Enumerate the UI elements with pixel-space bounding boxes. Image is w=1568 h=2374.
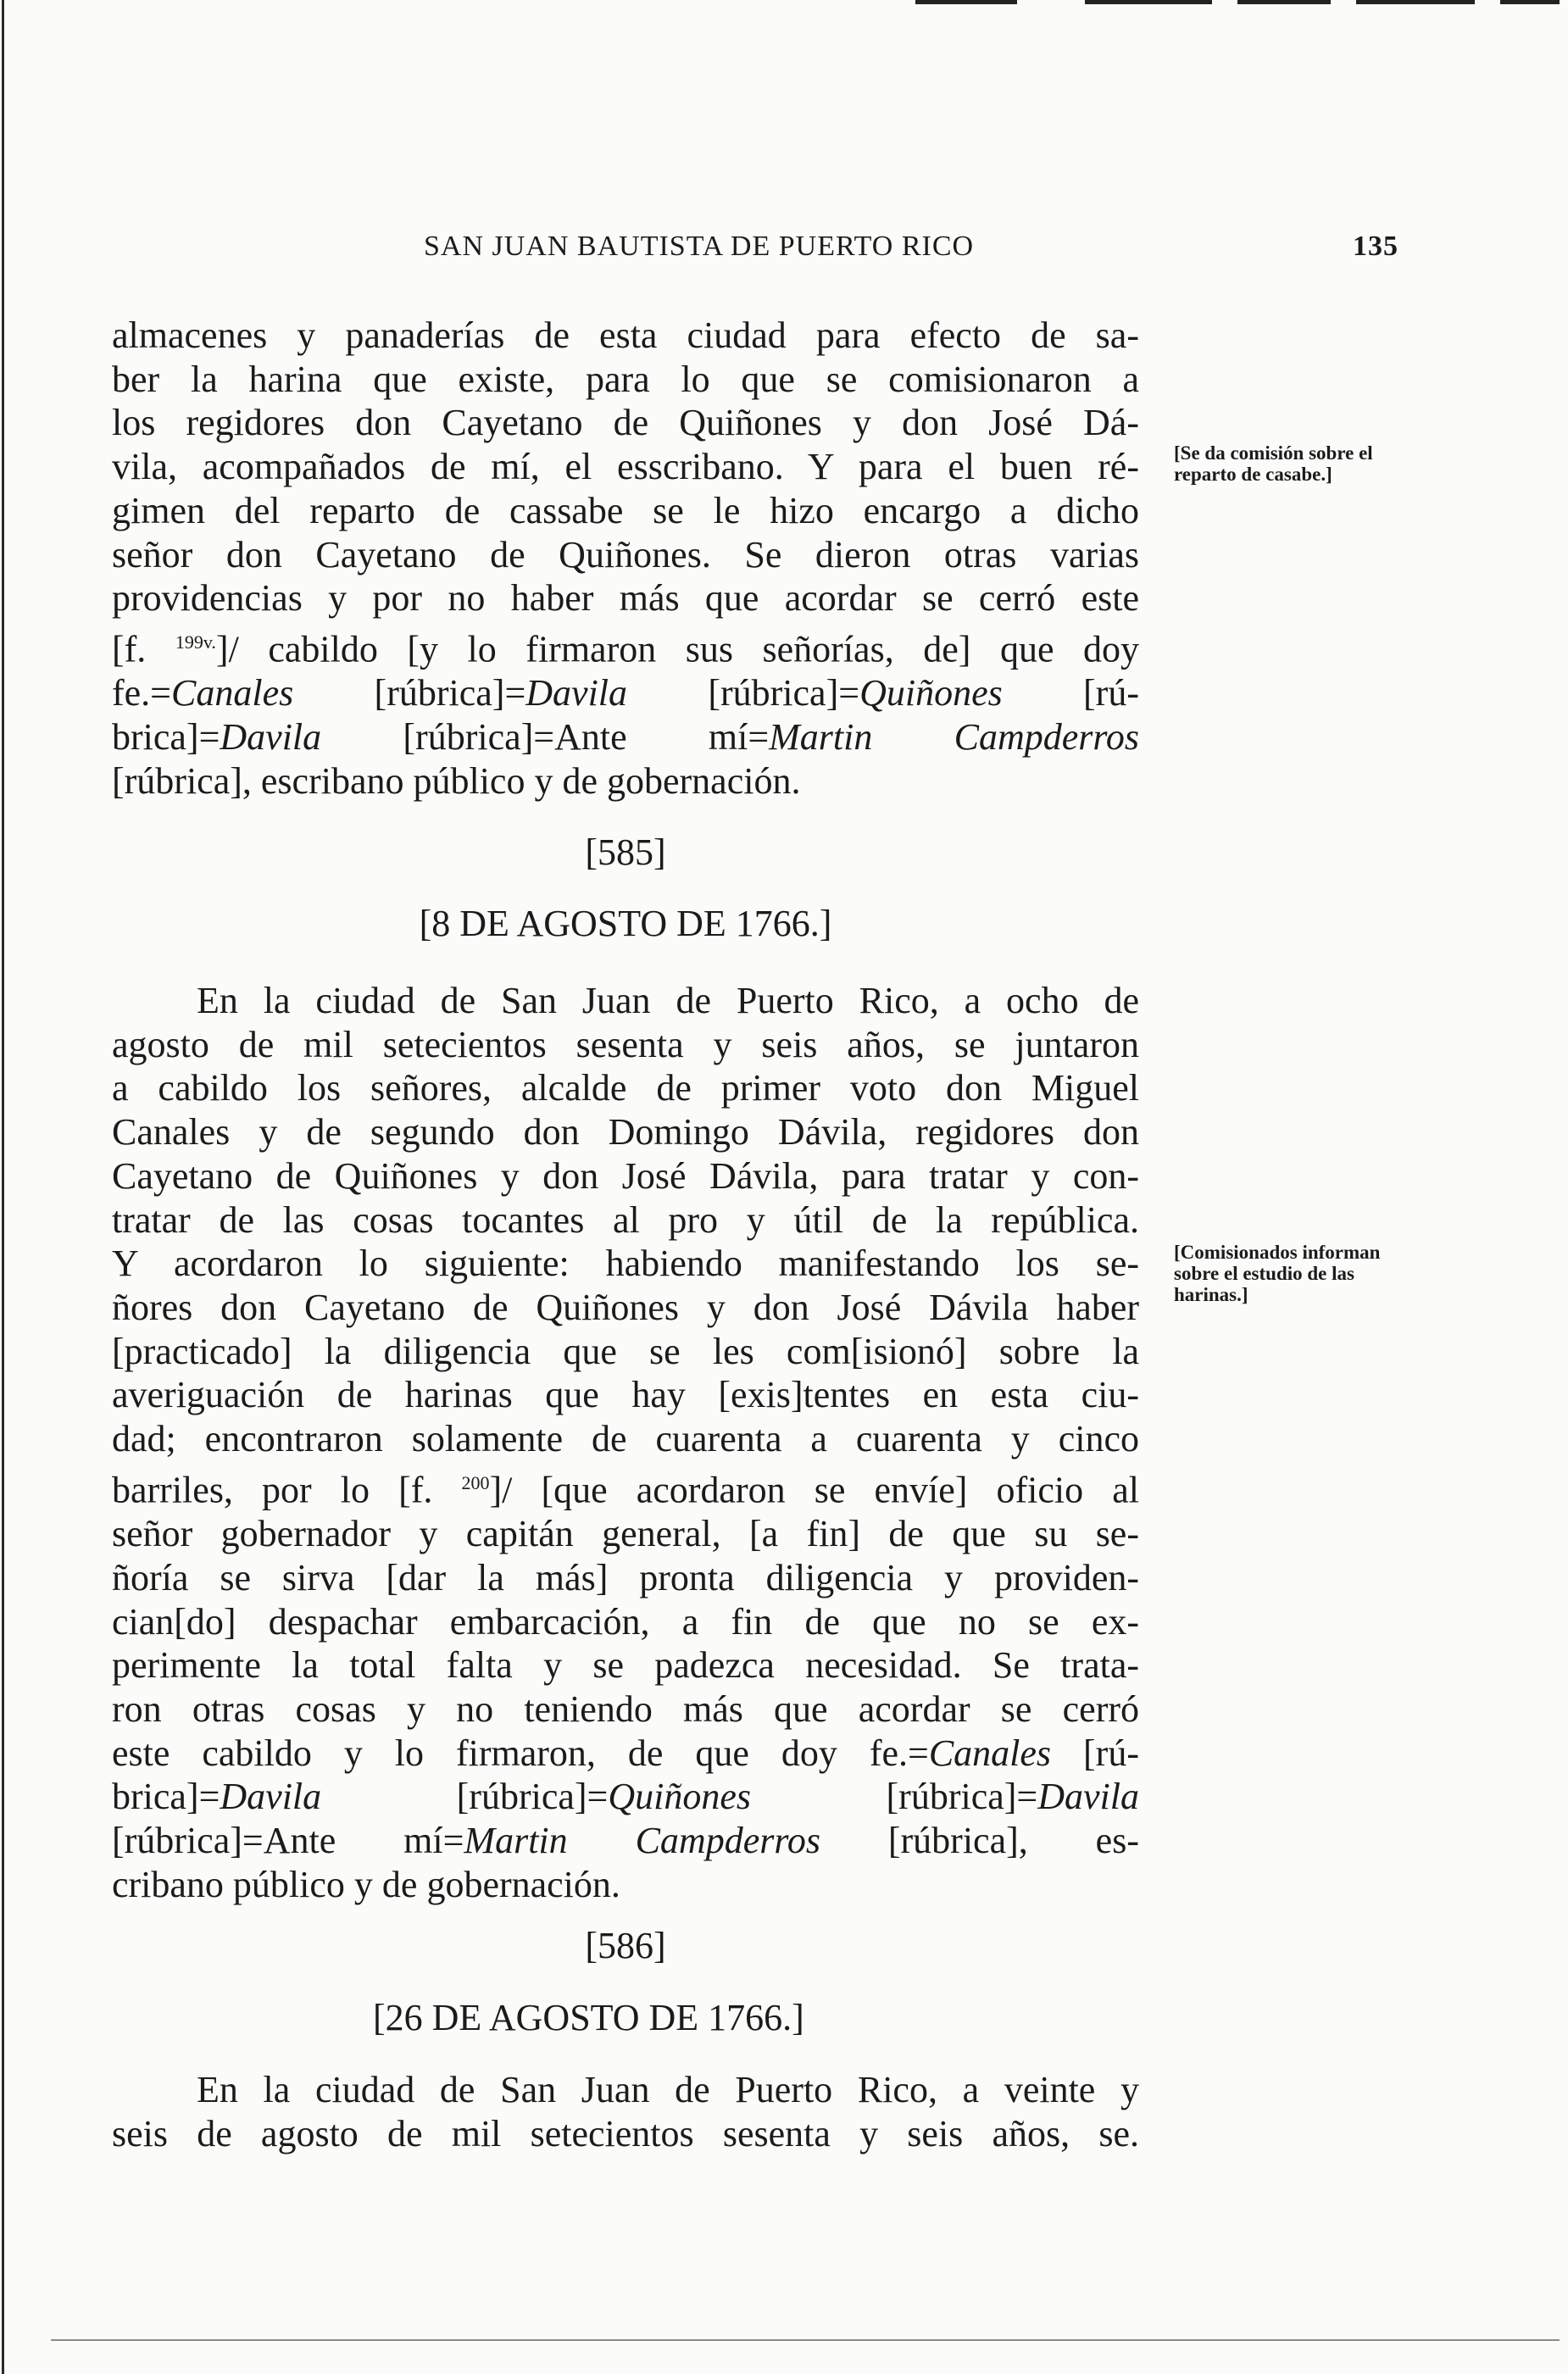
text-line: a cabildo los señores, alcalde de primer voto don Miguel: [112, 1067, 1139, 1109]
folio-ref: 200: [461, 1471, 490, 1493]
running-title: SAN JUAN BAUTISTA DE PUERTO RICO: [424, 231, 975, 262]
text-line: En la ciudad de San Juan de Puerto Rico, a veinte y: [197, 2069, 1139, 2110]
text-line: brica]=Davila [rúbrica]=Ante mí=Martin Campderros: [112, 715, 1139, 758]
text-line: vila, acompañados de mí, el esscribano. Y para el buen ré-: [112, 446, 1139, 488]
folio-ref: 199v.: [175, 631, 216, 653]
page-edge-left: [2, 0, 4, 2374]
text-line: [rúbrica], escribano público y de gobernación.: [112, 759, 801, 802]
document-date: [8 DE AGOSTO DE 1766.]: [419, 903, 832, 944]
text-line: cribano público y de gobernación.: [112, 1863, 620, 1905]
text-line: señor don Cayetano de Quiñones. Se dieron otras varias: [112, 533, 1139, 575]
text-line: barriles, por lo [f. $^{200}$]/ [que acordaron se envíe] oficio al: [112, 1469, 1139, 1511]
text-line: este cabildo y lo firmaron, de que doy fe.=Canales [rú-: [112, 1732, 1139, 1774]
text-line: los regidores don Cayetano de Quiñones y don José Dá-: [112, 402, 1139, 444]
paragraph-continuation: [112, 314, 1139, 803]
signature-name: Canales: [928, 1732, 1052, 1774]
text-line: ron otras cosas y no teniendo más que acordar se cerró: [112, 1687, 1139, 1730]
text-line: Cayetano de Quiñones y don José Dávila, para tratar y con-: [112, 1154, 1139, 1197]
signature-name: Martin Campderros: [464, 1820, 820, 1862]
text-line: brica]=Davila [rúbrica]=Quiñones [rúbrica]=Davila: [112, 1776, 1139, 1818]
text-line: dad; encontraron solamente de cuarenta a cuarenta y cinco: [112, 1418, 1139, 1460]
signature-name: Davila: [525, 672, 628, 714]
margin-note: [Se da comisión sobre el reparto de casabe.]: [1174, 442, 1373, 485]
text-line: En la ciudad de San Juan de Puerto Rico, a ocho de: [197, 980, 1139, 1021]
text-line: averiguación de harinas que hay [exis]tentes en esta ciu-: [112, 1374, 1139, 1416]
document-number: [585]: [585, 831, 666, 873]
text-line: agosto de mil setecientos sesenta y seis años, se juntaron: [112, 1023, 1139, 1065]
text-line: cian[do] despachar embarcación, a fin de que no se ex-: [112, 1600, 1139, 1643]
text-line: Canales y de segundo don Domingo Dávila, regidores don: [112, 1111, 1139, 1154]
text-line: [f. $^{199v.}$]/ cabildo [y lo firmaron sus señorías, de] que doy: [112, 628, 1139, 670]
text-line: seis de agosto de mil setecientos sesenta y seis años, se.: [112, 2112, 1139, 2154]
signature-name: Martin Campderros: [769, 715, 1139, 758]
signature-name: Davila: [220, 1776, 322, 1818]
signature-name: Quiñones: [859, 672, 1003, 714]
text-line: tratar de las cosas tocantes al pro y útil de la república.: [112, 1198, 1139, 1241]
signature-name: Davila: [1037, 1776, 1139, 1818]
document-date: [26 DE AGOSTO DE 1766.]: [373, 1997, 804, 2038]
text-line: gimen del reparto de cassabe se le hizo encargo a dicho: [112, 489, 1139, 531]
scan-top-marks: [915, 0, 1568, 7]
text-line: ber la harina que existe, para lo que se comisionaron a: [112, 358, 1139, 400]
text-line: ñoría se sirva [dar la más] pronta diligencia y providen-: [112, 1556, 1139, 1598]
document-number: [586]: [585, 1925, 666, 1966]
text-line: [practicado] la diligencia que se les com[isionó] sobre la: [112, 1330, 1139, 1372]
text-line: perimente la total falta y se padezca necesidad. Se trata-: [112, 1644, 1139, 1687]
margin-note: [Comisionados informan sobre el estudio de las harinas.]: [1174, 1242, 1381, 1305]
text-line: ñores don Cayetano de Quiñones y don José Dávila haber: [112, 1286, 1139, 1328]
text-line: almacenes y panaderías de esta ciudad para efecto de sa-: [112, 314, 1139, 356]
signature-name: Quiñones: [608, 1776, 752, 1818]
signature-name: Davila: [220, 715, 322, 758]
signature-name: Canales: [171, 672, 294, 714]
page-edge-bottom: [51, 2339, 1560, 2341]
text-line: providencias y por no haber más que acordar se cerró este: [112, 577, 1139, 620]
page-number: 135: [1353, 231, 1398, 262]
text-line: fe.=Canales [rúbrica]=Davila [rúbrica]=Quiñones [rú-: [112, 672, 1139, 714]
text-line: [rúbrica]=Ante mí=Martin Campderros [rúbrica], es-: [112, 1820, 1139, 1862]
text-line: señor gobernador y capitán general, [a fin] de que su se-: [112, 1513, 1139, 1555]
paragraph-586: [112, 2068, 1139, 2155]
text-line: Y acordaron lo siguiente: habiendo manifestando los se-: [112, 1243, 1139, 1285]
paragraph-585: [112, 979, 1139, 1906]
running-header: [127, 231, 1398, 273]
